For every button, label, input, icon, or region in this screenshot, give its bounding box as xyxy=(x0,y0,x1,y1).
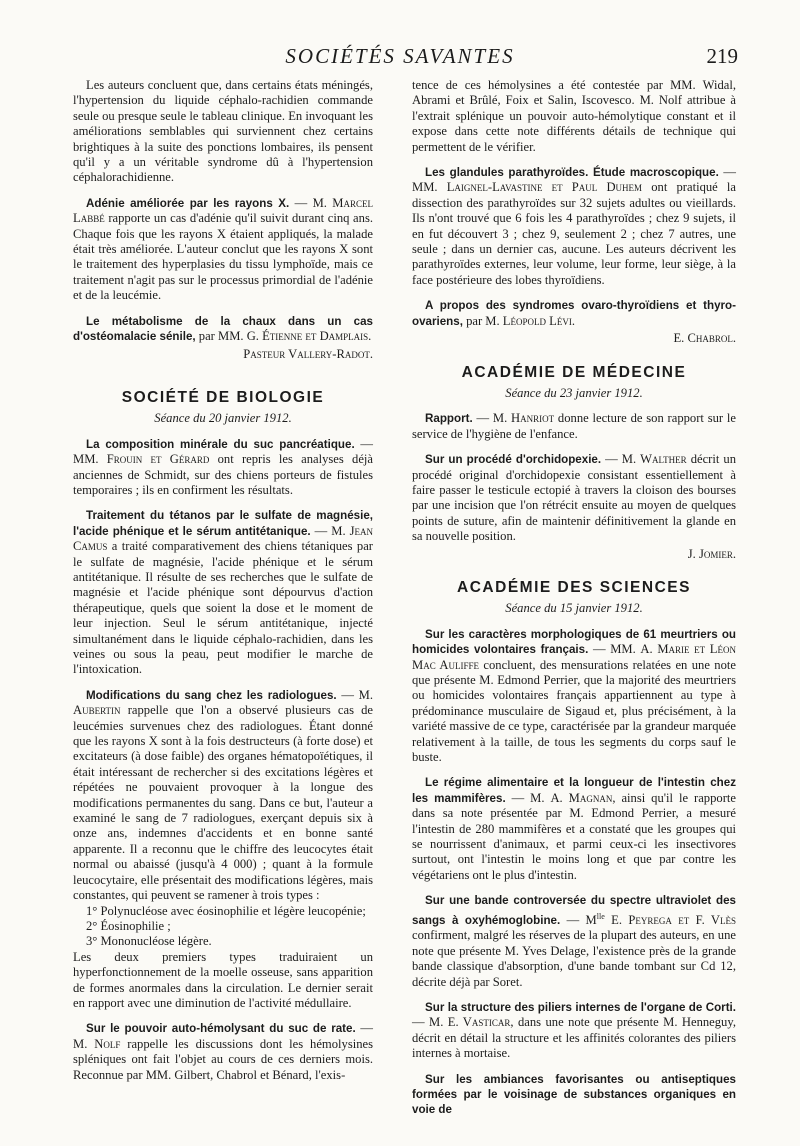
article-parathyroides xyxy=(412,165,736,288)
dash-separator: — M. xyxy=(310,523,350,538)
article-heading: La composition minérale du suc pancréatique. xyxy=(86,437,355,451)
dash-separator: — MM. xyxy=(588,642,641,657)
article-heading: Sur une bande controversée du spectre ultraviolet des sangs à oxyhémoglobine. xyxy=(412,894,736,927)
article-adenie xyxy=(73,196,373,304)
article-body: ont repris les analyses déjà anciennes de Schmidt, sur des chiens porteurs de fistules temporaires ; ils en confirment les résultats. xyxy=(73,452,373,497)
article-heading: Le métabolisme de la chaux dans un cas d'ostéomalacie sénile, xyxy=(73,314,373,344)
dash-separator: — M. xyxy=(73,1021,373,1051)
article-body: rapporte un cas d'adénie qu'il suivit durant cinq ans. Chaque fois que les rayons X étaient appliqués, la malade était très améliorée. L'auteur conclut que les rayons X sont le traitement des hyperplasies du tissu lymphoïde, mais ce traitement n'agit pas sur le processus primordial de l'adénie et de la leucémie. xyxy=(73,211,373,303)
author-name: Walther xyxy=(640,452,687,467)
article-heading: Le régime alimentaire et la longueur de l'intestin chez les mammifères. xyxy=(412,776,736,805)
section-title-medecine: ACADÉMIE DE MÉDECINE xyxy=(461,363,687,381)
article-radiologues xyxy=(73,688,373,904)
running-title: SOCIÉTÉS SAVANTES xyxy=(285,44,515,68)
article-heading: Rapport. xyxy=(425,412,473,426)
article-heading: Traitement du tétanos par le sulfate de magnésie, l'acide phénique et le sérum antitétanique. xyxy=(73,509,373,538)
article-heading: Sur un procédé d'orchidopexie. xyxy=(425,453,602,467)
article-body: a traité comparativement des chiens tétaniques par le sulfate de magnésie, l'acide phénique et le sérum antitétanique. Il résulte de ses recherches que le sulfate de magnésie et l'acide phénique sont dépourvus d'action thérapeutique, quels que soient la dose et le moment de leur injection. Seul le sérum antitétanique, injecté simultanément dans le liquide céphalo-rachidien, dans les veines ou sous la peau, peut modifier le marche de l'intoxication. xyxy=(73,539,373,677)
article-rapport xyxy=(412,411,736,442)
signature: E. Chabrol. xyxy=(673,331,736,346)
article-body: rappelle que l'on a observé plusieurs cas de leucémies survenues chez des radiologues. Étant donné que les rayons X sont à la fois destructeurs (à forte dose) et excitateurs (à dose faible) des organes hématopoïétiques, il était intéressant de rechercher si des excitations légères et répétées ne pouvaient provoquer à la longue des modifications permanentes du sang. Dans ce but, l'auteur a examiné le sang de 7 radiologues, exerçant depuis six à onze ans, indemnes d'accidents et en bonne santé apparente. Il a reconnu que le chiffre des leucocytes était normal ou abaissé (jusqu'à 4 000) ; quant à la formule leucocytaire, elle présentait des modifications légères, mais constantes, qui peuvent se ramener à trois types : xyxy=(73,703,373,903)
article-heading: Sur les ambiances favorisantes ou antiseptiques formées par le voisinage de substances organiques en voie de xyxy=(412,1072,736,1117)
left-column xyxy=(73,78,373,1093)
article-heading: Modifications du sang chez les radiologues. xyxy=(86,688,337,702)
author-name: Nolf xyxy=(94,1036,121,1051)
article-ambiances xyxy=(412,1072,736,1118)
by-text: par M. xyxy=(462,313,503,328)
article-heading: Adénie améliorée par les rayons X. xyxy=(86,196,290,210)
dash-separator: — MM. xyxy=(73,436,373,467)
article-metabolisme xyxy=(73,314,373,345)
session-date: Séance du 20 janvier 1912. xyxy=(154,411,292,426)
article-suc-pancreatique xyxy=(73,437,373,499)
dash-separator: — M. xyxy=(412,1015,448,1030)
article-body: décrit un procédé original d'orchidopexie consistant essentiellement à faire passer le testicule ectopié à travers la cloison des bourses par une incision que l'on rétrécit ensuite au moyen de quelques points de suture, afin de maintenir définitivement la glande en sa nouvelle position. xyxy=(412,452,736,544)
author-name: A. Marie et Léon Mac Auliffe xyxy=(412,642,736,672)
paragraph-conclusion: Les auteurs concluent que, dans certains états méningés, l'hypertension du liquide céphalo-rachidien commande seule ou presque seule le tableau clinique. En invoquant les améliorations semblables qui surviennent chez certains brightiques à la suite des ponctions lombaires, ils pensent qu'il y a un véritable syndrome dû à l'hypertension céphalorachidienne. xyxy=(73,78,373,185)
dash-separator: — M. xyxy=(336,687,373,702)
signature: J. Jomier. xyxy=(687,546,736,561)
article-meurtriers xyxy=(412,627,736,766)
article-body-continued: Les deux premiers types traduiraient un hyperfonctionnement de la moelle osseuse, sans apparition de formes anormales dans la circulation. Le dernier serait en rapport avec une diminution de l'activité médullaire. xyxy=(73,949,373,1010)
author-name: G. Étienne et Damplais. xyxy=(246,329,372,344)
dash-separator: — M. xyxy=(289,195,333,210)
section-title-biologie: SOCIÉTÉ DE BIOLOGIE xyxy=(121,388,325,406)
article-body: confirment, malgré les réserves de la plupart des auteurs, en une note que présente M. Yves Delage, l'existence près de la grande bande classique d'absorption, d'une bande tombant sur Cd 12, décrite déjà par Soret. xyxy=(412,928,736,989)
dash-separator: — M. xyxy=(472,411,512,426)
article-body-continued: tence de ces hémolysines a été contestée par MM. Widal, Abrami et Brûlé, Foix et Salin, Iscovesco. M. Nolf attribue à l'extrait splénique un pouvoir auto-hémolytique constant et il expose dans cette note différents détails de technique qui permettent de le vérifier. xyxy=(412,78,736,154)
article-corti xyxy=(412,1000,736,1062)
article-orchidopexie xyxy=(412,452,736,544)
session-date: Séance du 15 janvier 1912. xyxy=(505,601,643,616)
list-item: 1° Polynucléose avec éosinophilie et légère leucopénie; xyxy=(86,903,366,918)
title-abbreviation: lle xyxy=(596,911,605,921)
article-tetanos xyxy=(73,508,373,677)
article-regime-alimentaire xyxy=(412,775,736,883)
article-body: ont pratiqué la dissection des parathyroïdes sur 32 sujets adultes ou vieillards. Ils n'ont trouvé que 6 fois les 4 parathyroïdes ; chez 9 sujets, il en fut découvert 3 ; chez 9, seulement 2 ; chez 7 autres, une seule ; dans un dernier cas, aucune. Les auteurs décrivent les parathyroïdes externes, leur volume, leur forme, leur siège, à la face postérieure des lobes thyroïdiens. xyxy=(412,180,737,287)
author-name: Frouin et Gérard xyxy=(106,452,210,467)
list-item: 2° Éosinophilie ; xyxy=(86,918,171,933)
by-text: par MM. xyxy=(195,329,247,344)
article-body: rappelle les discussions dont les hémolysines spléniques ont fait l'objet au cours de ces derniers mois. Reconnue par MM. Gilbert, Chabrol et Bénard, l'exis- xyxy=(73,1036,374,1082)
signature-row xyxy=(412,331,736,346)
author-name: Hanriot xyxy=(511,411,555,426)
running-header xyxy=(0,44,800,74)
author-name: E. Vasticar, xyxy=(447,1015,514,1030)
article-auto-hemolysant xyxy=(73,1021,373,1083)
article-body: concluent, des mensurations relatées en une note que présente M. Edmond Perrier, que la majorité des meurtriers ou homicides volontaires français appartiennent au type à prédominance musculaire de Sigaud et, plus précisément, à la variété massive de ce type, caractérisée par la grandeur marquée relativement à la taille, de tous les segments du corps sauf le buste. xyxy=(412,657,736,765)
dash-separator: — M xyxy=(560,912,597,927)
article-heading: Sur la structure des piliers internes de l'organe de Corti. xyxy=(425,1000,736,1014)
right-column xyxy=(412,78,736,1128)
article-spectre-ultraviolet xyxy=(412,893,736,990)
article-heading: Sur les caractères morphologiques de 61 meurtriers ou homicides volontaires français. xyxy=(412,627,736,657)
author-name: Aubertin xyxy=(73,703,121,718)
page-number: 219 xyxy=(706,44,738,68)
article-heading: Les glandules parathyroïdes. Étude macroscopique. xyxy=(425,166,719,180)
author-name: A. Magnan, xyxy=(550,790,616,805)
article-body: ainsi qu'il le rapporte dans sa note présentée par M. Edmond Perrier, a mesuré l'intestin de 280 mammifères et a constaté que les groupes qui se nourrissent d'animaux, et parmi ceux-ci les insectivores surtout, ont l'intestin le moins long et que par contre les végétariens ont le plus d'intestin. xyxy=(412,790,736,882)
article-body: donne lecture de son rapport sur le service de l'hygiène de l'enfance. xyxy=(412,411,736,441)
article-heading: Sur le pouvoir auto-hémolysant du suc de rate. xyxy=(86,1022,356,1036)
author-name: E. Peyrega et F. Vlès xyxy=(604,912,736,927)
author-name: Léopold Lévi. xyxy=(502,313,575,328)
session-date: Séance du 23 janvier 1912. xyxy=(505,385,643,400)
dash-separator: — M. xyxy=(505,790,551,805)
signature: Pasteur Vallery-Radot. xyxy=(243,346,373,361)
author-name: Jean Camus xyxy=(73,523,373,554)
article-heading: A propos des syndromes ovaro-thyroïdiens et thyro-ovariens, xyxy=(412,299,736,328)
section-title-sciences: ACADÉMIE DES SCIENCES xyxy=(457,578,691,596)
dash-separator: — MM. xyxy=(412,165,736,195)
dash-separator: — M. xyxy=(601,452,641,467)
article-body: dans une note que présente M. Henneguy, décrit en détail la structure et les affinités colorantes des piliers internes à mortaise. xyxy=(412,1015,736,1061)
article-syndromes xyxy=(412,298,736,329)
author-name: Laignel-Lavastine et Paul Duhem xyxy=(446,180,643,195)
author-name: Marcel Labbé xyxy=(73,195,373,226)
list-item: 3° Mononucléose légère. xyxy=(86,934,212,949)
